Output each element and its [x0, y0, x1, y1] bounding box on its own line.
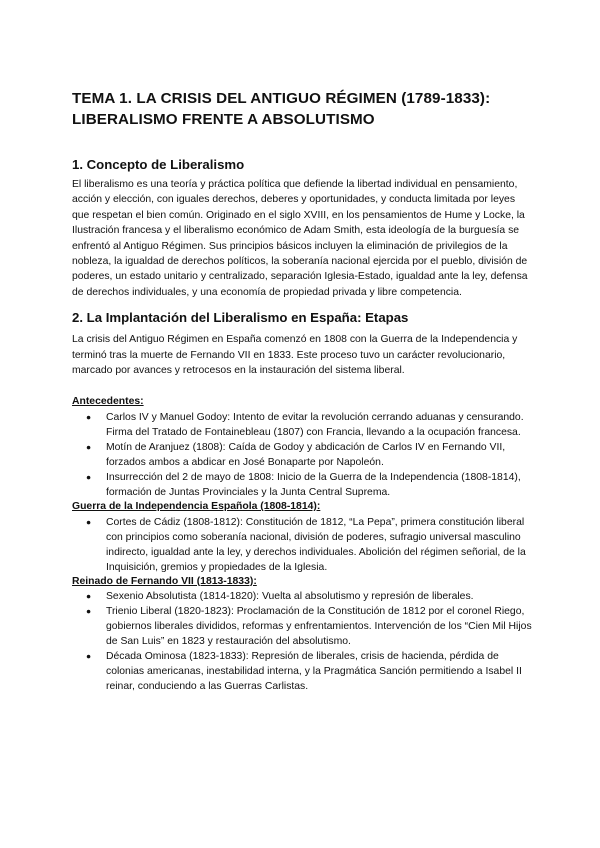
guerra-list	[72, 515, 532, 575]
title-line-2: LIBERALISMO FRENTE A ABSOLUTISMO	[72, 111, 375, 128]
list-item: ● Cortes de Cádiz (1808-1812): Constitución de 1812, “La Pepa”, primera constitución liberal con principios como soberanía nacional, división de poderes, sufragio universal masculino indirecto, igualdad ante la ley, y derechos individuales. Abolición del régimen señorial, de la Inquisición, gremios y propiedades de la Iglesia.	[106, 515, 532, 575]
document-page	[72, 88, 532, 694]
list-item: ● Década Ominosa (1823-1833): Represión de liberales, crisis de hacienda, pérdida de colonias americanas, inestabilidad interna, y la Pragmática Sanción permitiendo a Isabel II reinar, conduciendo a las Guerras Carlistas.	[106, 649, 532, 694]
document-title	[72, 88, 532, 130]
reinado-list	[72, 589, 532, 694]
guerra-heading: Guerra de la Independencia Española (1808-1814):	[72, 501, 321, 513]
list-item: ● Insurrección del 2 de mayo de 1808: Inicio de la Guerra de la Independencia (1808-1814), formación de Juntas Provinciales y la Junta Central Suprema.	[106, 470, 532, 500]
section-2-paragraph: La crisis del Antiguo Régimen en España comenzó en 1808 con la Guerra de la Independencia y terminó tras la muerte de Fernando VII en 1833. Este proceso tuvo un carácter revolucionario, marcado por avances y retrocesos en la instauración del sistema liberal.	[72, 334, 518, 377]
antecedentes-heading: Antecedentes:	[72, 396, 144, 408]
list-item: ● Motín de Aranjuez (1808): Caída de Godoy y abdicación de Carlos IV en Fernando VII, forzados ambos a abdicar en José Bonaparte por Napoleón.	[106, 440, 532, 470]
section-1-heading: 1. Concepto de Liberalismo	[72, 157, 245, 172]
title-line-1: TEMA 1. LA CRISIS DEL ANTIGUO RÉGIMEN (1789-1833):	[72, 90, 491, 107]
antecedentes-list	[72, 410, 532, 500]
section-1-paragraph: El liberalismo es una teoría y práctica política que defiende la libertad individual en pensamiento, acción y elección, con iguales derechos, deberes y oportunidades, y conducta limitada por leyes que respetan el bien común. Originado en el siglo XVIII, en los pensamientos de Hume y Locke, la Ilustración francesa y el liberalismo económico de Adam Smith, esta ideología de la burguesía se enfrentó al Antiguo Régimen. Sus principios básicos incluyen la eliminación de privilegios de la nobleza, la igualdad de derechos políticos, la soberanía nacional ejercida por el pueblo, división de poderes, un estado unitario y centralizado, separación Iglesia-Estado, igualdad ante la ley, defensa de derechos individuales, y una economía de propiedad privada y libre competencia.	[72, 179, 528, 298]
list-item: ● Sexenio Absolutista (1814-1820): Vuelta al absolutismo y represión de liberales.	[106, 589, 532, 604]
section-2-heading: 2. La Implantación del Liberalismo en España: Etapas	[72, 310, 409, 326]
list-item: ● Carlos IV y Manuel Godoy: Intento de evitar la revolución cerrando aduanas y censurando. Firma del Tratado de Fontainebleau (1807) con Francia, llevando a la ocupación francesa.	[106, 410, 532, 440]
list-item: ● Trienio Liberal (1820-1823): Proclamación de la Constitución de 1812 por el coronel Riego, gobiernos liberales divididos, reformas y enfrentamientos. Intervención de los “Cien Mil Hijos de San Luis” en 1823 y restauración del absolutismo.	[106, 604, 532, 649]
reinado-heading: Reinado de Fernando VII (1813-1833):	[72, 575, 257, 587]
